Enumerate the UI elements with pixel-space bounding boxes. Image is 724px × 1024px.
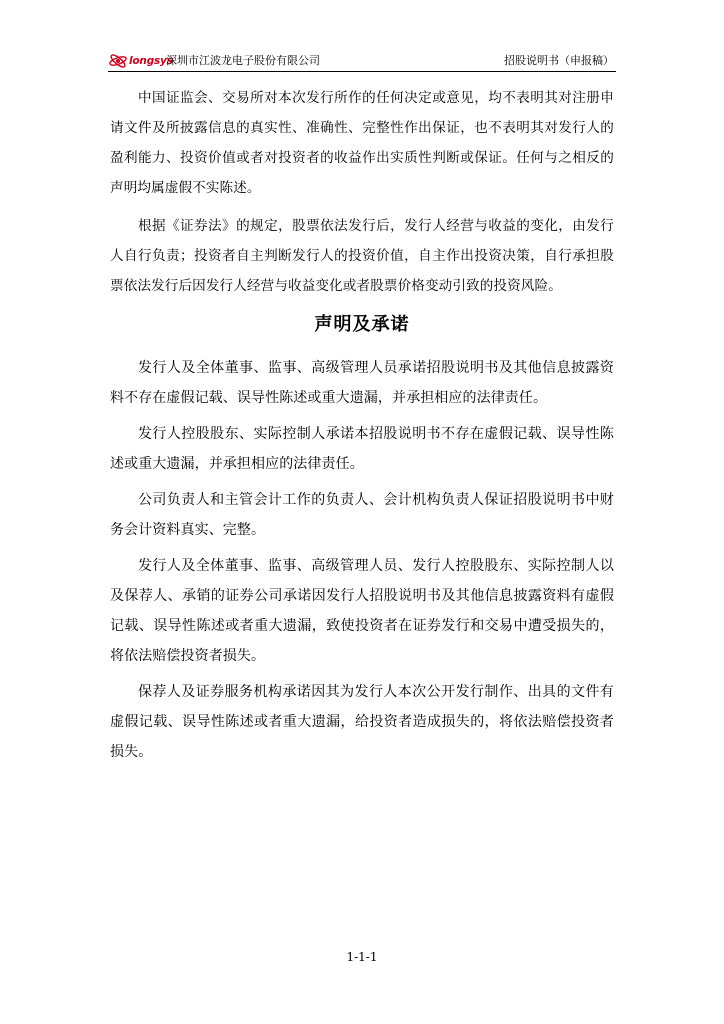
body-paragraph: 发行人控股股东、实际控制人承诺本招股说明书不存在虚假记载、误导性陈述或重大遗漏，并承担相应的法律责任。 [110, 426, 614, 472]
header-divider [108, 71, 616, 72]
intro-paragraph: 中国证监会、交易所对本次发行所作的任何决定或意见，均不表明其对注册申请文件及所披露信息的真实性、准确性、完整性作出保证，也不表明其对发行人的盈利能力、投资价值或者对投资者的收益作出实质性判断或保证。任何与之相反的声明均属虚假不实陈述。 [110, 90, 614, 196]
company-name: 深圳市江波龙电子股份有限公司 [166, 54, 320, 67]
page-content [110, 83, 614, 767]
body-paragraph: 公司负责人和主管会计工作的负责人、会计机构负责人保证招股说明书中财务会计资料真实、完整。 [110, 492, 614, 538]
body-paragraph: 发行人及全体董事、监事、高级管理人员、发行人控股股东、实际控制人以及保荐人、承销的证券公司承诺因发行人招股说明书及其他信息披露资料有虚假记载、误导性陈述或者重大遗漏，致使投资者在证券发行和交易中遭受损失的，将依法赔偿投资者损失。 [110, 558, 614, 664]
company-logo [108, 53, 173, 69]
longsys-logo-icon [108, 53, 128, 69]
logo-wordmark: longsys [129, 55, 173, 67]
body-paragraph: 发行人及全体董事、监事、高级管理人员承诺招股说明书及其他信息披露资料不存在虚假记载、误导性陈述或重大遗漏，并承担相应的法律责任。 [110, 360, 614, 406]
body-paragraph: 保荐人及证券服务机构承诺因其为发行人本次公开发行制作、出具的文件有虚假记载、误导性陈述或者重大遗漏，给投资者造成损失的，将依法赔偿投资者损失。 [110, 684, 614, 760]
page-number: 1-1-1 [346, 950, 378, 964]
section-title: 声明及承诺 [314, 314, 410, 335]
page-header [108, 52, 616, 74]
intro-paragraph: 根据《证券法》的规定，股票依法发行后，发行人经营与收益的变化，由发行人自行负责；投资者自主判断发行人的投资价值，自主作出投资决策，自行承担股票依法发行后因发行人经营与收益变化或者股票价格变动引致的投资风险。 [110, 218, 614, 294]
document-type: 招股说明书（申报稿） [504, 54, 614, 67]
